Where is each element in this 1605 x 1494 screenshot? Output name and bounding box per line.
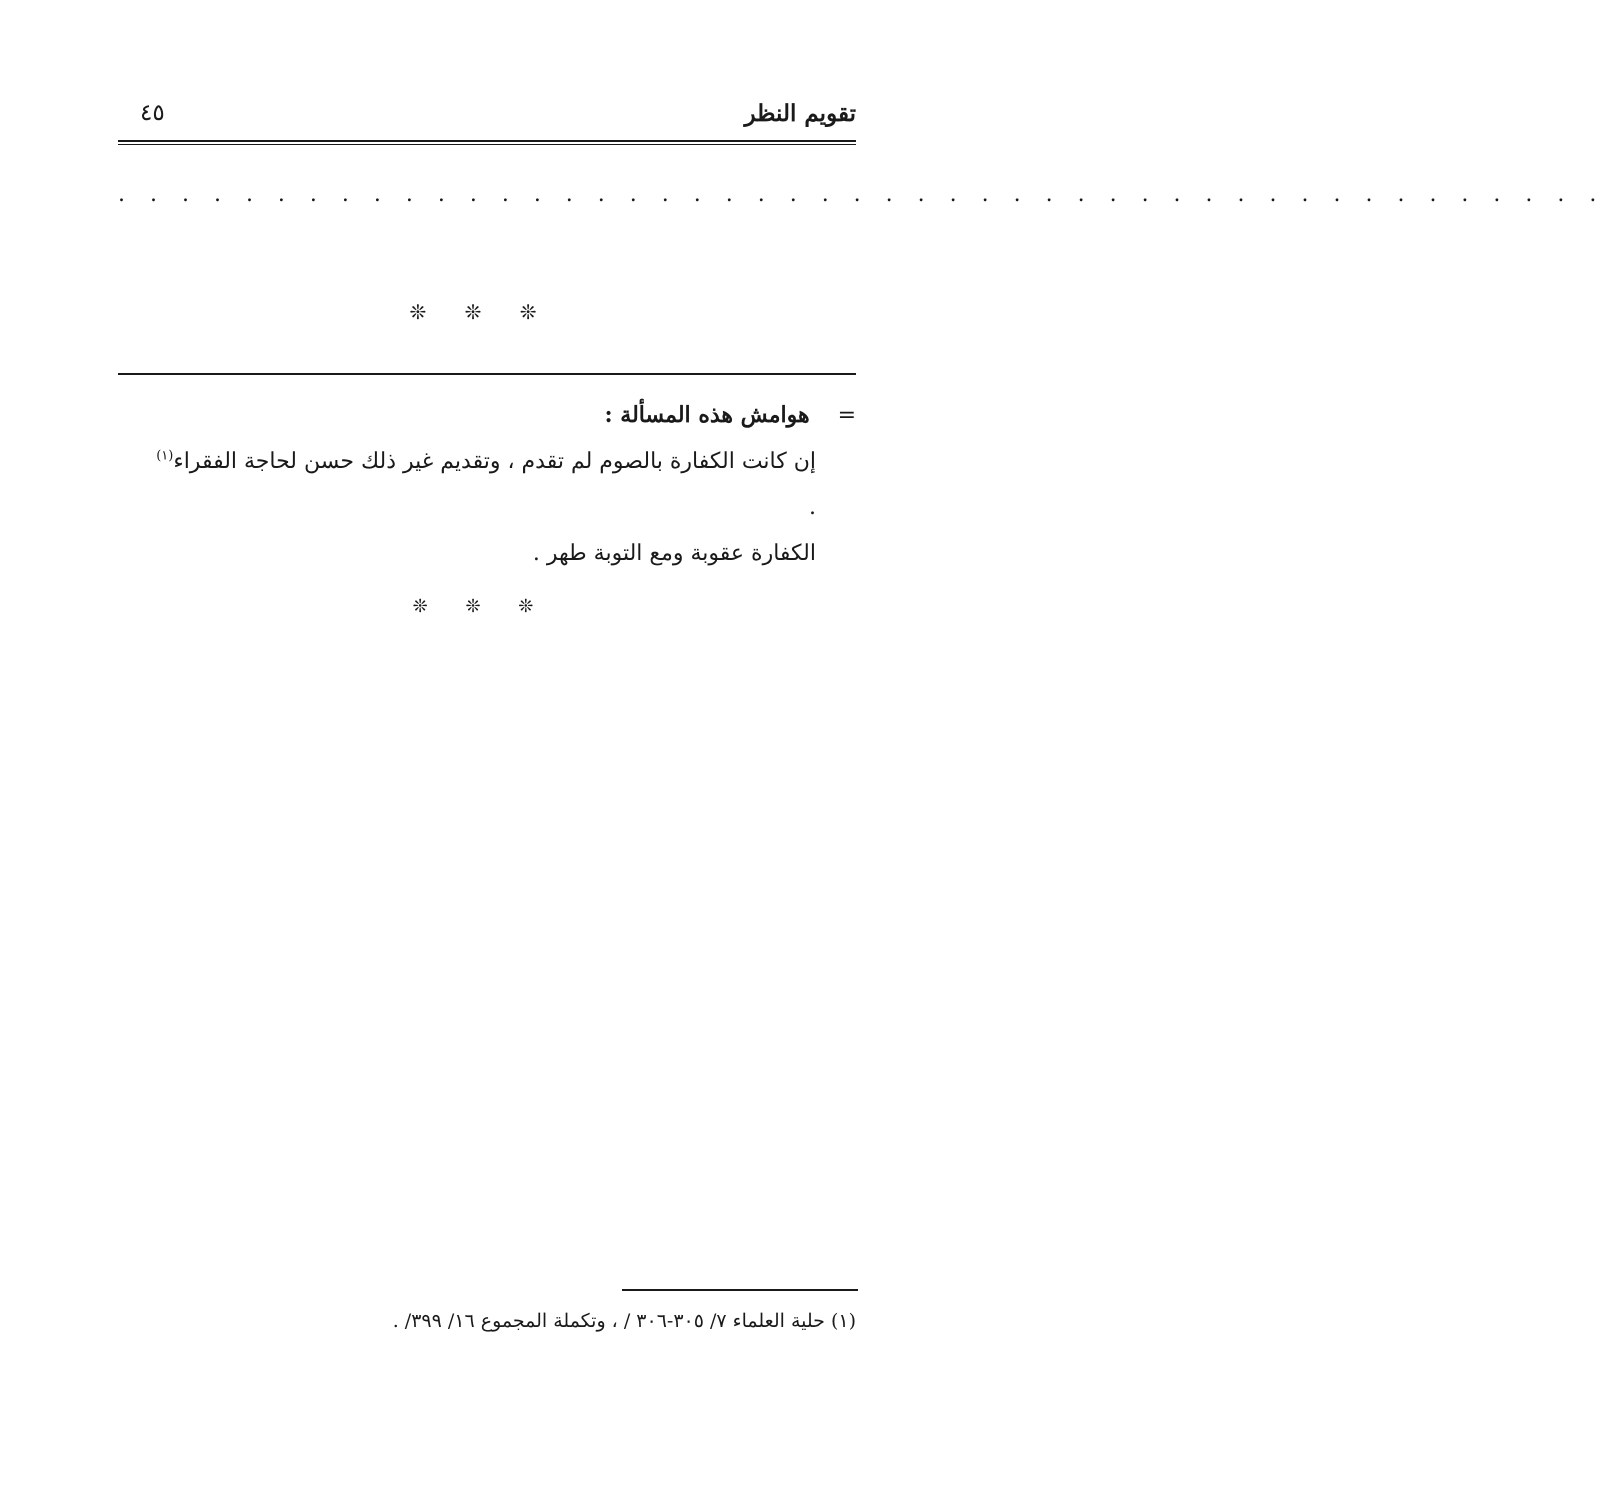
star-divider-bottom: ❊ ❊ ❊ — [412, 596, 550, 617]
body-line-1 — [150, 439, 856, 531]
running-title: تقويم النظر — [744, 100, 856, 127]
footnote-reference: (١) — [156, 448, 174, 464]
section-rule — [118, 373, 856, 375]
section-heading — [150, 392, 856, 439]
dotted-separator: . . . . . . . . . . . . . . . . . . . . . . . . . . . . . . . . . . . . . . . . . . . . . . . — [118, 182, 1605, 207]
continuation-marker: = — [837, 403, 856, 428]
page-header — [118, 100, 856, 136]
footnote: (١) حلية العلماء ٧/ ٣٠٥-٣٠٦ / ، وتكملة المجموع ١٦/ ٣٩٩/ . — [392, 1310, 856, 1332]
section-heading-text: هوامش هذه المسألة : — [604, 402, 810, 428]
star-divider-top: ❊ ❊ ❊ — [409, 300, 553, 324]
body-line-1-end: . — [809, 495, 816, 520]
body-line-2: الكفارة عقوبة ومع التوبة طهر . — [532, 541, 816, 566]
margin-notes-section — [150, 392, 856, 577]
footnote-rule — [622, 1289, 858, 1291]
body-line-1-text: إن كانت الكفارة بالصوم لم تقدم ، وتقديم غير ذلك حسن لحاجة الفقراء — [173, 449, 816, 474]
page-number: ٤٥ — [140, 100, 165, 126]
header-double-rule — [118, 140, 856, 145]
